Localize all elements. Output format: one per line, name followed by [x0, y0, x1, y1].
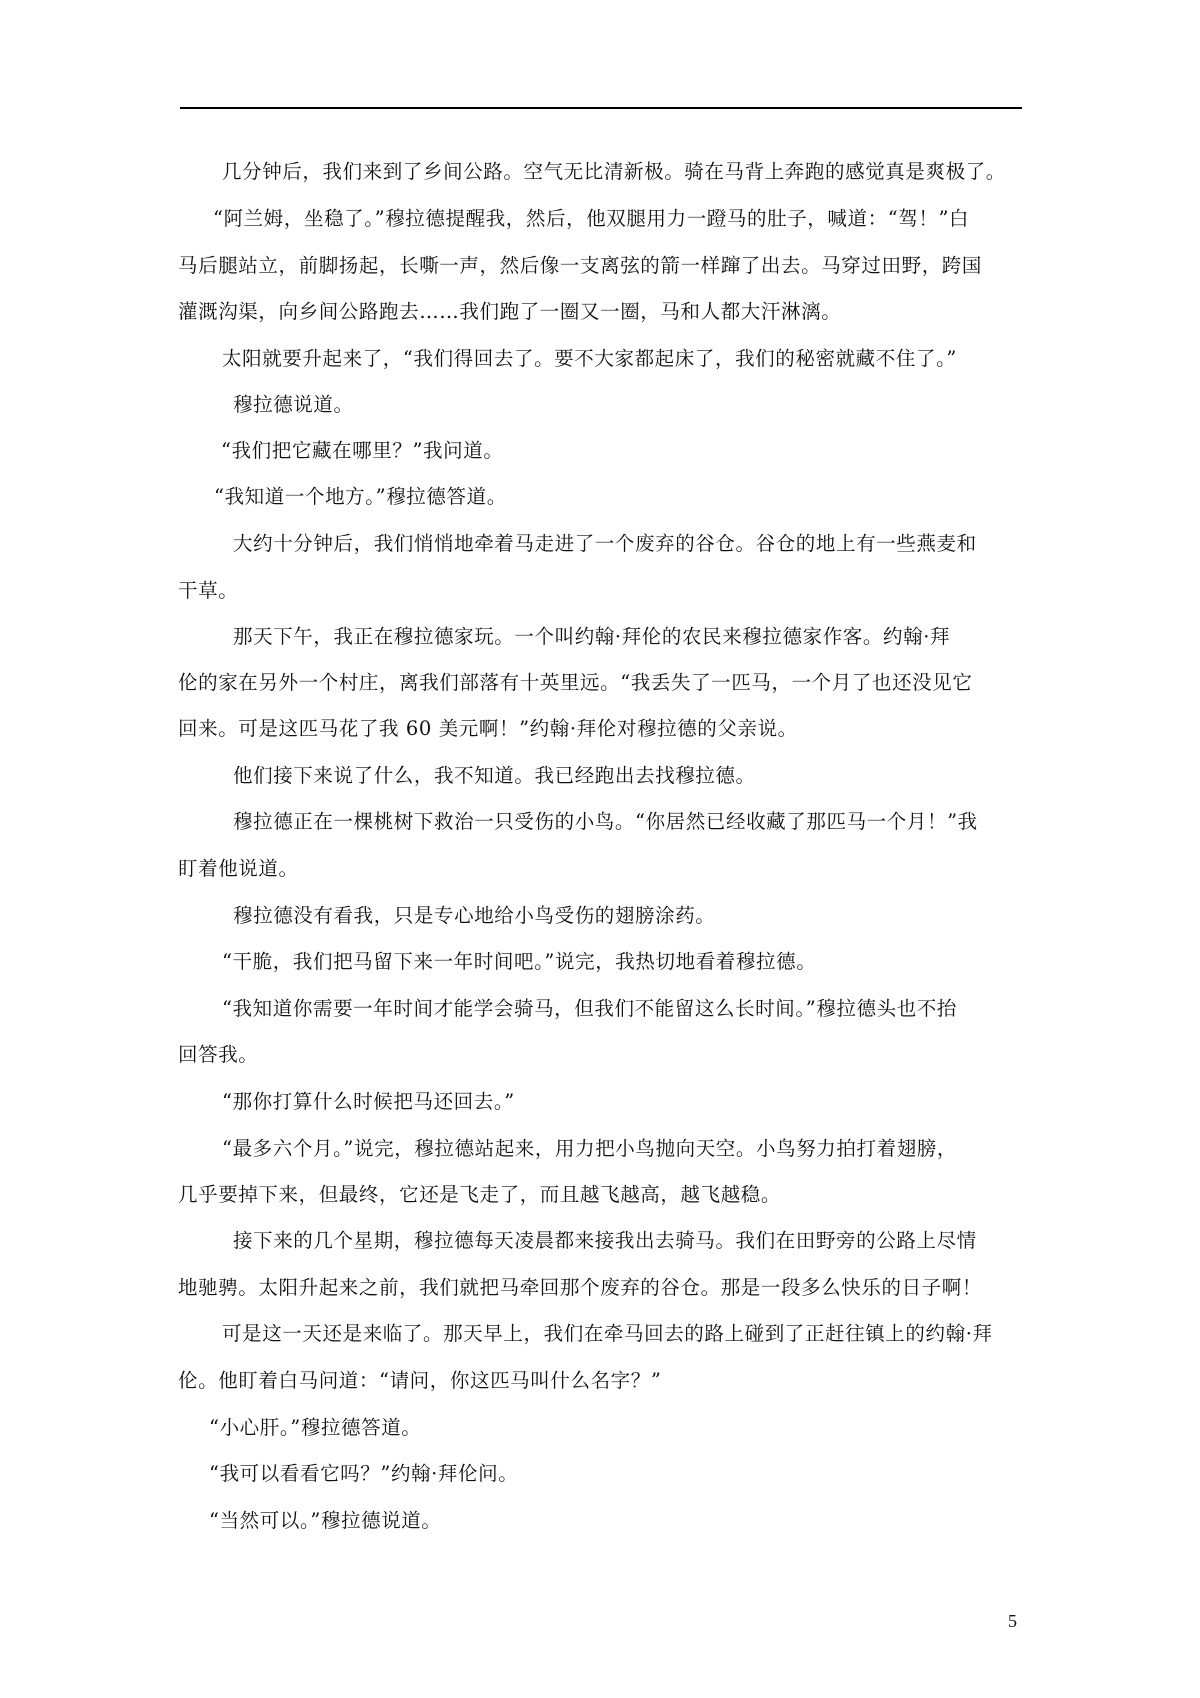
- text-line: “我可以看看它吗？”约翰·拜伦问。: [209, 1462, 519, 1485]
- text-line: 接下来的几个星期，穆拉德每天凌晨都来接我出去骑马。我们在田野旁的公路上尽情: [233, 1229, 977, 1252]
- text-line: 穆拉德说道。: [233, 393, 354, 416]
- text-line: 他们接下来说了什么，我不知道。我已经跑出去找穆拉德。: [233, 764, 756, 787]
- text-line: 回答我。: [178, 1043, 259, 1066]
- text-line: 马后腿站立，前脚扬起，长嘶一声，然后像一支离弦的箭一样蹿了出去。马穿过田野，跨国: [178, 254, 983, 277]
- text-line: 干草。: [178, 579, 239, 602]
- text-line: 穆拉德正在一棵桃树下救治一只受伤的小鸟。“你居然已经收藏了那匹马一个月！”我: [233, 810, 978, 833]
- text-line: 太阳就要升起来了，“我们得回去了。要不大家都起床了，我们的秘密就藏不住了。”: [222, 347, 957, 370]
- text-line: “小心肝。”穆拉德答道。: [209, 1416, 422, 1439]
- text-line: “最多六个月。”说完，穆拉德站起来，用力把小鸟抛向天空。小鸟努力拍打着翅膀，: [222, 1137, 957, 1160]
- text-line: 回来。可是这匹马花了我 60 美元啊！”约翰·拜伦对穆拉德的父亲说。: [178, 717, 798, 740]
- text-line: 大约十分钟后，我们悄悄地牵着马走进了一个废弃的谷仓。谷仓的地上有一些燕麦和: [233, 532, 977, 555]
- text-line: 那天下午，我正在穆拉德家玩。一个叫约翰·拜伦的农民来穆拉德家作客。约翰·拜: [233, 625, 951, 648]
- text-line: 可是这一天还是来临了。那天早上，我们在牵马回去的路上碰到了正赶往镇上的约翰·拜: [222, 1322, 993, 1345]
- text-line: 伦的家在另外一个村庄，离我们部落有十英里远。“我丢失了一匹马，一个月了也还没见它: [178, 671, 973, 694]
- text-line: “阿兰姆，坐稳了。”穆拉德提醒我，然后，他双腿用力一蹬马的肚子，喊道：“驾！”白: [213, 207, 970, 230]
- text-line: “我知道一个地方。”穆拉德答道。: [214, 485, 507, 508]
- page-number: 5: [1008, 1611, 1017, 1631]
- text-line: “我知道你需要一年时间才能学会骑马，但我们不能留这么长时间。”穆拉德头也不抬: [222, 997, 957, 1020]
- text-line: 灌溉沟渠，向乡间公路跑去……我们跑了一圈又一圈，马和人都大汗淋漓。: [178, 300, 842, 323]
- text-line: “当然可以。”穆拉德说道。: [209, 1509, 442, 1532]
- text-line: “那你打算什么时候把马还回去。”: [222, 1090, 515, 1113]
- header-rule: [180, 107, 1022, 109]
- text-line: “干脆，我们把马留下来一年时间吧。”说完，我热切地看着穆拉德。: [222, 950, 817, 973]
- text-line: 地驰骋。太阳升起来之前，我们就把马牵回那个废弃的谷仓。那是一段多么快乐的日子啊！: [178, 1276, 983, 1299]
- text-line: 穆拉德没有看我，只是专心地给小鸟受伤的翅膀涂药。: [233, 904, 716, 927]
- text-line: 伦。他盯着白马问道：“请问，你这匹马叫什么名字？”: [178, 1369, 662, 1392]
- text-line: 几分钟后，我们来到了乡间公路。空气无比清新极。骑在马背上奔跑的感觉真是爽极了。: [222, 160, 1006, 183]
- text-line: “我们把它藏在哪里？”我问道。: [221, 439, 504, 462]
- text-line: 盯着他说道。: [178, 857, 299, 880]
- text-line: 几乎要掉下来，但最终，它还是飞走了，而且越飞越高，越飞越稳。: [178, 1183, 782, 1206]
